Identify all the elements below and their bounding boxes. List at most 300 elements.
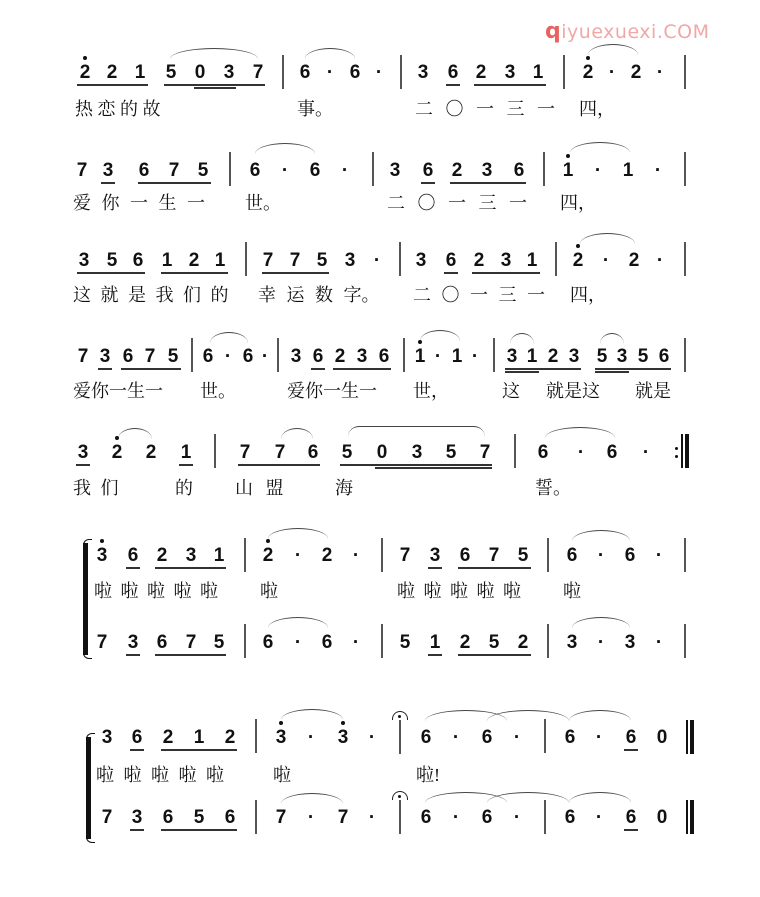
barline [277, 338, 279, 372]
lyric: 誓。 [535, 478, 571, 498]
underline [474, 84, 546, 86]
note: 2 [162, 727, 174, 748]
underline [624, 829, 638, 831]
underline [161, 829, 237, 831]
note: 7 [337, 807, 349, 828]
note: 2 [475, 62, 487, 83]
slur [569, 792, 631, 803]
slur [305, 48, 355, 59]
note: 3 [101, 727, 113, 748]
underline [428, 654, 442, 656]
note: 6 [242, 346, 254, 367]
slur [268, 617, 328, 628]
slur [420, 330, 460, 341]
slur [572, 617, 630, 628]
note: 2 [517, 632, 529, 653]
note: 5 [399, 632, 411, 653]
slur [118, 428, 152, 439]
lyric: 啦 啦 啦 啦 啦 [96, 765, 224, 785]
barline [399, 720, 401, 754]
note: 6 [459, 545, 471, 566]
note: 3 [356, 346, 368, 367]
note: 3 [417, 62, 429, 83]
lyric: 这 就 是 我 们 的 [73, 285, 229, 305]
dot: · [656, 62, 664, 83]
note: 2 [459, 632, 471, 653]
underline [76, 464, 90, 466]
note: 1 [180, 442, 192, 463]
slur [569, 710, 631, 721]
barline [544, 719, 546, 753]
underline [130, 829, 144, 831]
dot: · [513, 807, 521, 828]
note: 2 [628, 250, 640, 271]
note: 1 [526, 250, 538, 271]
note: 6 [564, 807, 576, 828]
note: 3 [566, 632, 578, 653]
note: 2 [111, 442, 123, 463]
dot: · [261, 346, 269, 367]
barline [372, 152, 374, 186]
slur [255, 143, 315, 154]
dot: · [307, 727, 315, 748]
note: 2 [224, 727, 236, 748]
barline [191, 338, 193, 372]
note: 6 [566, 545, 578, 566]
lyric: 就是 [635, 381, 671, 401]
note: 7 [77, 346, 89, 367]
note: 7 [252, 62, 264, 83]
note: 2 [106, 62, 118, 83]
note: 3 [500, 250, 512, 271]
slur [281, 793, 343, 804]
lyric: 海 [335, 478, 353, 498]
dot: · [368, 727, 376, 748]
lyric: 这 [502, 381, 520, 401]
underline [161, 749, 237, 751]
system-bracket [83, 543, 88, 655]
barline [399, 800, 401, 834]
note: 1 [161, 250, 173, 271]
slur [281, 709, 343, 720]
slur [268, 528, 328, 539]
underline [77, 272, 145, 274]
dot: · [341, 160, 349, 181]
dot: · [434, 346, 442, 367]
lyric: 二 〇 一 三 一 [415, 99, 555, 119]
lyric: 就是这 [546, 381, 600, 401]
note: 7 [262, 250, 274, 271]
barline [543, 152, 545, 186]
underline [126, 567, 140, 569]
note: 3 [78, 250, 90, 271]
note: 3 [411, 442, 423, 463]
underline [138, 182, 211, 184]
note: 6 [606, 442, 618, 463]
underline [444, 272, 458, 274]
barline [684, 242, 686, 276]
note: 0 [376, 442, 388, 463]
lyric: 啦 [260, 581, 278, 601]
underline [446, 84, 460, 86]
note: 2 [473, 250, 485, 271]
dot: · [602, 250, 610, 271]
underline [375, 467, 492, 469]
dot: · [352, 545, 360, 566]
note: 6 [420, 727, 432, 748]
note: 6 [420, 807, 432, 828]
note: 3 [429, 545, 441, 566]
dot: · [577, 442, 585, 463]
lyric: 的 [175, 478, 193, 498]
note: 6 [564, 727, 576, 748]
barline [244, 624, 246, 658]
barline [684, 538, 686, 572]
note: 3 [504, 62, 516, 83]
note: 2 [262, 545, 274, 566]
slur [600, 333, 624, 344]
note: 2 [451, 160, 463, 181]
note: 5 [167, 346, 179, 367]
note: 2 [582, 62, 594, 83]
lyric: 爱 你 一 生 一 [73, 193, 205, 213]
underline [428, 567, 442, 569]
note: 5 [517, 545, 529, 566]
final-barline-thick [690, 800, 694, 834]
note: 5 [213, 632, 225, 653]
note: 1 [134, 62, 146, 83]
underline [238, 464, 320, 466]
note: 5 [106, 250, 118, 271]
note: 2 [188, 250, 200, 271]
note: 7 [274, 442, 286, 463]
dot: · [595, 807, 603, 828]
note: 3 [337, 727, 349, 748]
note: 6 [131, 727, 143, 748]
note: 6 [422, 160, 434, 181]
lyric: 世， [413, 381, 449, 401]
final-barline-thin [686, 800, 688, 834]
note: 1 [414, 346, 426, 367]
watermark-text: iyuexuexi.COM [561, 21, 710, 43]
note: 3 [275, 727, 287, 748]
note: 6 [249, 160, 261, 181]
note: 1 [622, 160, 634, 181]
underline [98, 368, 112, 370]
note: 2 [321, 545, 333, 566]
note: 1 [526, 346, 538, 367]
note: 3 [131, 807, 143, 828]
underline [450, 182, 526, 184]
slur [570, 142, 630, 153]
note: 3 [415, 250, 427, 271]
watermark-q: q [545, 19, 562, 44]
underline [472, 272, 540, 274]
barline [381, 538, 383, 572]
note: 7 [76, 160, 88, 181]
note: 2 [79, 62, 91, 83]
note: 6 [513, 160, 525, 181]
note: 1 [429, 632, 441, 653]
underline [262, 272, 329, 274]
dot: · [608, 62, 616, 83]
barline [381, 624, 383, 658]
end-repeat-thick [685, 434, 689, 468]
barline [399, 242, 401, 276]
note: 6 [625, 727, 637, 748]
dot: · [368, 807, 376, 828]
note: 6 [122, 346, 134, 367]
note: 5 [637, 346, 649, 367]
barline [244, 538, 246, 572]
note: 0 [656, 727, 668, 748]
note: 5 [193, 807, 205, 828]
underline [155, 567, 226, 569]
note: 7 [96, 632, 108, 653]
note: 6 [658, 346, 670, 367]
underline [164, 84, 265, 86]
slur [510, 333, 534, 344]
underline [505, 371, 539, 373]
barline [514, 434, 516, 468]
note: 6 [349, 62, 361, 83]
lyric: 世。 [200, 381, 236, 401]
barline [555, 242, 557, 276]
note: 6 [378, 346, 390, 367]
note: 7 [144, 346, 156, 367]
note: 1 [562, 160, 574, 181]
dot: · [597, 545, 605, 566]
note: 7 [488, 545, 500, 566]
underline [126, 654, 140, 656]
note: 6 [156, 632, 168, 653]
note: 2 [334, 346, 346, 367]
dot: · [375, 62, 383, 83]
note: 6 [625, 807, 637, 828]
note: 1 [193, 727, 205, 748]
barline [493, 338, 495, 372]
lyric: 幸 运 数 字。 [258, 285, 380, 305]
dot: · [471, 346, 479, 367]
underline [179, 464, 193, 466]
note: 6 [309, 160, 321, 181]
system-bracket [86, 737, 91, 839]
underline [161, 272, 228, 274]
note: 6 [138, 160, 150, 181]
lyric: 世。 [245, 193, 281, 213]
barline [547, 538, 549, 572]
note: 7 [399, 545, 411, 566]
note: 3 [99, 346, 111, 367]
underline [194, 87, 236, 89]
lyric: 啦 [563, 581, 581, 601]
dot: · [655, 545, 663, 566]
underline [155, 654, 226, 656]
note: 6 [162, 807, 174, 828]
dot: · [595, 727, 603, 748]
dot: · [373, 250, 381, 271]
barline [684, 55, 686, 89]
underline [340, 464, 492, 466]
dot: · [294, 545, 302, 566]
note: 6 [132, 250, 144, 271]
note: 7 [289, 250, 301, 271]
repeat-dots [675, 443, 678, 463]
underline [624, 749, 638, 751]
note: 7 [275, 807, 287, 828]
underline [101, 182, 115, 184]
note: 7 [239, 442, 251, 463]
lyric: 四， [560, 193, 596, 213]
note: 2 [145, 442, 157, 463]
note: 3 [568, 346, 580, 367]
slur [572, 530, 630, 541]
barline [544, 800, 546, 834]
note: 3 [127, 632, 139, 653]
slur [545, 427, 615, 438]
underline [458, 567, 531, 569]
note: 1 [213, 545, 225, 566]
note: 5 [445, 442, 457, 463]
barline [684, 152, 686, 186]
lyric: 啦 [273, 765, 291, 785]
slur [580, 233, 635, 244]
dot: · [513, 727, 521, 748]
note: 6 [299, 62, 311, 83]
note: 6 [445, 250, 457, 271]
note: 3 [223, 62, 235, 83]
note: 7 [101, 807, 113, 828]
note: 3 [185, 545, 197, 566]
fermata-icon [392, 711, 408, 720]
dot: · [224, 346, 232, 367]
note: 6 [481, 727, 493, 748]
slur [348, 426, 485, 437]
note: 3 [290, 346, 302, 367]
barline [563, 55, 565, 89]
note: 6 [312, 346, 324, 367]
note: 5 [341, 442, 353, 463]
lyric: 山 盟 [235, 478, 284, 498]
note: 3 [616, 346, 628, 367]
note: 6 [447, 62, 459, 83]
slur [170, 48, 258, 59]
lyric: 啦 啦 啦 啦 啦 [397, 581, 521, 601]
note: 2 [156, 545, 168, 566]
dot: · [294, 632, 302, 653]
dot: · [597, 632, 605, 653]
underline [333, 368, 391, 370]
note: 5 [488, 632, 500, 653]
note: 3 [624, 632, 636, 653]
note: 1 [532, 62, 544, 83]
note: 3 [344, 250, 356, 271]
lyric: 热 恋 的 故 [75, 99, 161, 119]
note: 6 [537, 442, 549, 463]
slur [487, 710, 569, 721]
note: 1 [451, 346, 463, 367]
note: 6 [481, 807, 493, 828]
lyric: 二 〇 一 三 一 [387, 193, 527, 213]
underline [130, 749, 144, 751]
note: 5 [165, 62, 177, 83]
dot: · [452, 727, 460, 748]
note: 1 [214, 250, 226, 271]
slur [210, 332, 248, 343]
underline [421, 182, 435, 184]
note: 6 [127, 545, 139, 566]
barline [229, 152, 231, 186]
note: 3 [96, 545, 108, 566]
dot: · [352, 632, 360, 653]
note: 3 [481, 160, 493, 181]
lyric: 我 们 [73, 478, 119, 498]
end-repeat-thin [681, 434, 683, 468]
note: 6 [307, 442, 319, 463]
barline [400, 55, 402, 89]
lyric: 爱你一生一 [73, 381, 163, 401]
note: 7 [185, 632, 197, 653]
dot: · [307, 807, 315, 828]
underline [121, 368, 181, 370]
underline [505, 368, 581, 370]
note: 0 [194, 62, 206, 83]
underline [595, 368, 671, 370]
dot: · [656, 250, 664, 271]
underline [77, 84, 148, 86]
lyric: 啦 啦 啦 啦 啦 [94, 581, 218, 601]
lyric: 二 〇 一 三 一 [413, 285, 545, 305]
note: 3 [77, 442, 89, 463]
lyric: 四， [570, 285, 606, 305]
note: 2 [547, 346, 559, 367]
note: 3 [506, 346, 518, 367]
barline [282, 55, 284, 89]
slur [588, 44, 638, 55]
note: 5 [596, 346, 608, 367]
note: 6 [624, 545, 636, 566]
fermata-icon [392, 791, 408, 800]
dot: · [326, 62, 334, 83]
barline [255, 719, 257, 753]
lyric: 四， [579, 99, 615, 119]
note: 3 [389, 160, 401, 181]
note: 0 [656, 807, 668, 828]
note: 3 [102, 160, 114, 181]
lyric: 爱你一生一 [287, 381, 377, 401]
note: 6 [202, 346, 214, 367]
barline [403, 338, 405, 372]
slur [487, 792, 569, 803]
underline [595, 371, 629, 373]
final-barline-thick [690, 720, 694, 754]
dot: · [594, 160, 602, 181]
dot: · [642, 442, 650, 463]
watermark-logo [545, 19, 710, 44]
slur [281, 428, 313, 439]
dot: · [654, 160, 662, 181]
lyric: 啦! [416, 765, 440, 785]
barline [255, 800, 257, 834]
note: 6 [321, 632, 333, 653]
note: 6 [224, 807, 236, 828]
barline [684, 624, 686, 658]
underline [458, 654, 531, 656]
barline [214, 434, 216, 468]
note: 5 [316, 250, 328, 271]
final-barline-thin [686, 720, 688, 754]
note: 7 [168, 160, 180, 181]
